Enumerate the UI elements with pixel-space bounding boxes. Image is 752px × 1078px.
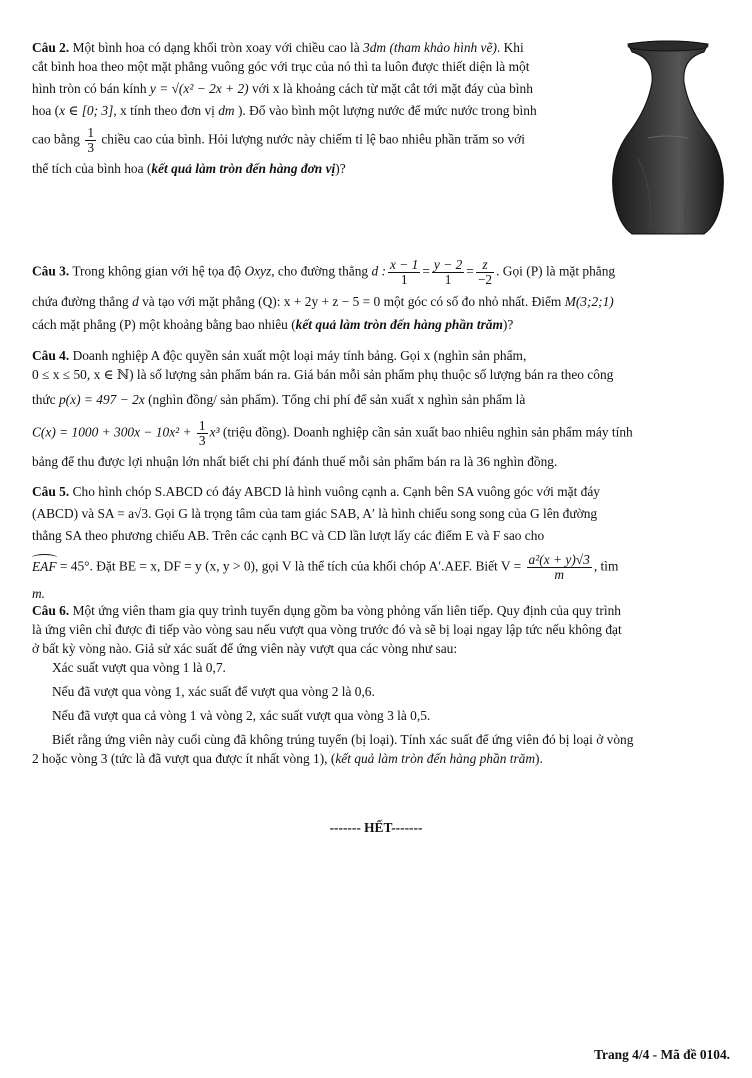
question-3: Câu 3. Trong không gian với hệ tọa độ Oxyz, cho đường thẳng d : $\frac{x - 1}{1}$ = $\frac{y - 2}{1}$ = $\frac{z}{-2}$ . Gọi (P) là mặt phẳng chứa đường thẳng d và tạo với mặt phẳng (Q): x + 2y + z − 5 = 0 một góc có số đo nhỏ nhất. Điểm M(3;2;1) cách mặt phẳng (P) một khoảng bằng bao nhiêu (kết quả làm tròn đến hàng phần trăm)? <box>32 257 616 333</box>
question-label: Câu 3. <box>32 263 70 279</box>
page-footer: Trang 4/4 - Mã đề 0104. <box>594 1047 730 1062</box>
question-5: Câu 5. Cho hình chóp S.ABCD có đáy ABCD là hình vuông cạnh a. Cạnh bên SA vuông góc với mặt đáy (ABCD) và SA = a√3. Gọi G là trọng tâm của tam giác SAB, A′ là hình chiếu song song của G lên đường thẳng SA theo phương chiếu AB. Trên các cạnh BC và CD lần lượt lấy các điểm E và F sao cho EAF = 45°. Đặt BE = x, DF = y (x, y > 0), gọi V là thể tích của khối chóp A′.AEF. Biết V = $\frac{\text{a²(x + y)√3}}{m}$ , tìm m. <box>32 484 619 602</box>
radius-function: y = √(x² − 2x + 2) <box>149 81 249 97</box>
fraction-one-third: $\frac{1}{3}$ <box>87 125 95 156</box>
question-4: Câu 4. Doanh nghiệp A độc quyền sản xuất một loại máy tính bảng. Gọi x (nghìn sản phẩm, 0 ≤ x ≤ 50, x ∈ ℕ) là số lượng sản phẩm bán ra. Giá bán mỗi sản phẩm phụ thuộc số lượng bán ra theo công thức p(x) = 497 − 2x (nghìn đồng/ sản phẩm). Tổng chi phí để sản xuất x nghìn sản phẩm là C(x) = 1000 + 300x − 10x² + $\frac{1}{3}$ x³ (triệu đồng). Doanh nghiệp cần sản xuất bao nhiêu nghìn sản phẩm máy tính bảng để thu được lợi nhuận lớn nhất biết chi phí đánh thuế mỗi sản phẩm bán ra là 36 nghìn đồng. <box>32 348 633 470</box>
question-label: Câu 6. <box>32 603 70 618</box>
volume-fraction: $\frac{\text{a²(x + y)√3}}{m}$ <box>528 552 590 583</box>
fraction: $\frac{z}{-2}$ <box>477 257 493 288</box>
question-label: Câu 2. <box>32 40 70 55</box>
vase-illustration <box>608 38 728 238</box>
question-2: Câu 2. Một bình hoa có dạng khối tròn xoay với chiều cao là 3dm (tham khảo hình vẽ). Khi cắt bình hoa theo một mặt phẳng vuông góc với trục của nó thì ta luôn được thiết diện là một hình tròn có bán kính y = √(x² − 2x + 2) với x là khoảng cách từ mặt cắt tới mặt đáy của bình hoa (x ∈ [0; 3], x tính theo đơn vị dm ). Đổ vào bình một lượng nước để mức nước trong bình cao bằng $\frac{1}{3}$ chiều cao của bình. Hỏi lượng nước này chiếm tỉ lệ bao nhiêu phần trăm so với thể tích của bình hoa (kết quả làm tròn đến hàng đơn vị)? <box>32 40 537 177</box>
fraction-one-third: $\frac{1}{3}$ <box>198 418 206 449</box>
fraction: $\frac{y - 2}{1}$ <box>433 257 463 288</box>
end-marker: ------- HẾT------- <box>329 820 423 835</box>
fraction: $\frac{x - 1}{1}$ <box>389 257 419 288</box>
question-label: Câu 5. <box>32 484 70 499</box>
angle-eaf: EAF <box>32 554 57 576</box>
question-6: Câu 6. Một ứng viên tham gia quy trình tuyển dụng gồm ba vòng phỏng vấn liên tiếp. Quy định của quy trình là ứng viên chỉ được đi tiếp vào vòng sau nếu vượt qua vòng trước đó và sẽ bị loại ngay lập tức nếu không đạt ở bất kỳ vòng nào. Giả sử xác suất để ứng viên này vượt qua các vòng như sau: Xác suất vượt qua vòng 1 là 0,7. Nếu đã vượt qua vòng 1, xác suất để vượt qua vòng 2 là 0,6. Nếu đã vượt qua cả vòng 1 và vòng 2, xác suất vượt qua vòng 3 là 0,5. Biết rằng ứng viên này cuối cùng đã không trúng tuyển (bị loại). Tính xác suất để ứng viên đó bị loại ở vòng 2 hoặc vòng 3 (tức là đã vượt qua được ít nhất vòng 1), (kết quả làm tròn đến hàng phần trăm). <box>32 603 634 767</box>
question-label: Câu 4. <box>32 348 70 363</box>
